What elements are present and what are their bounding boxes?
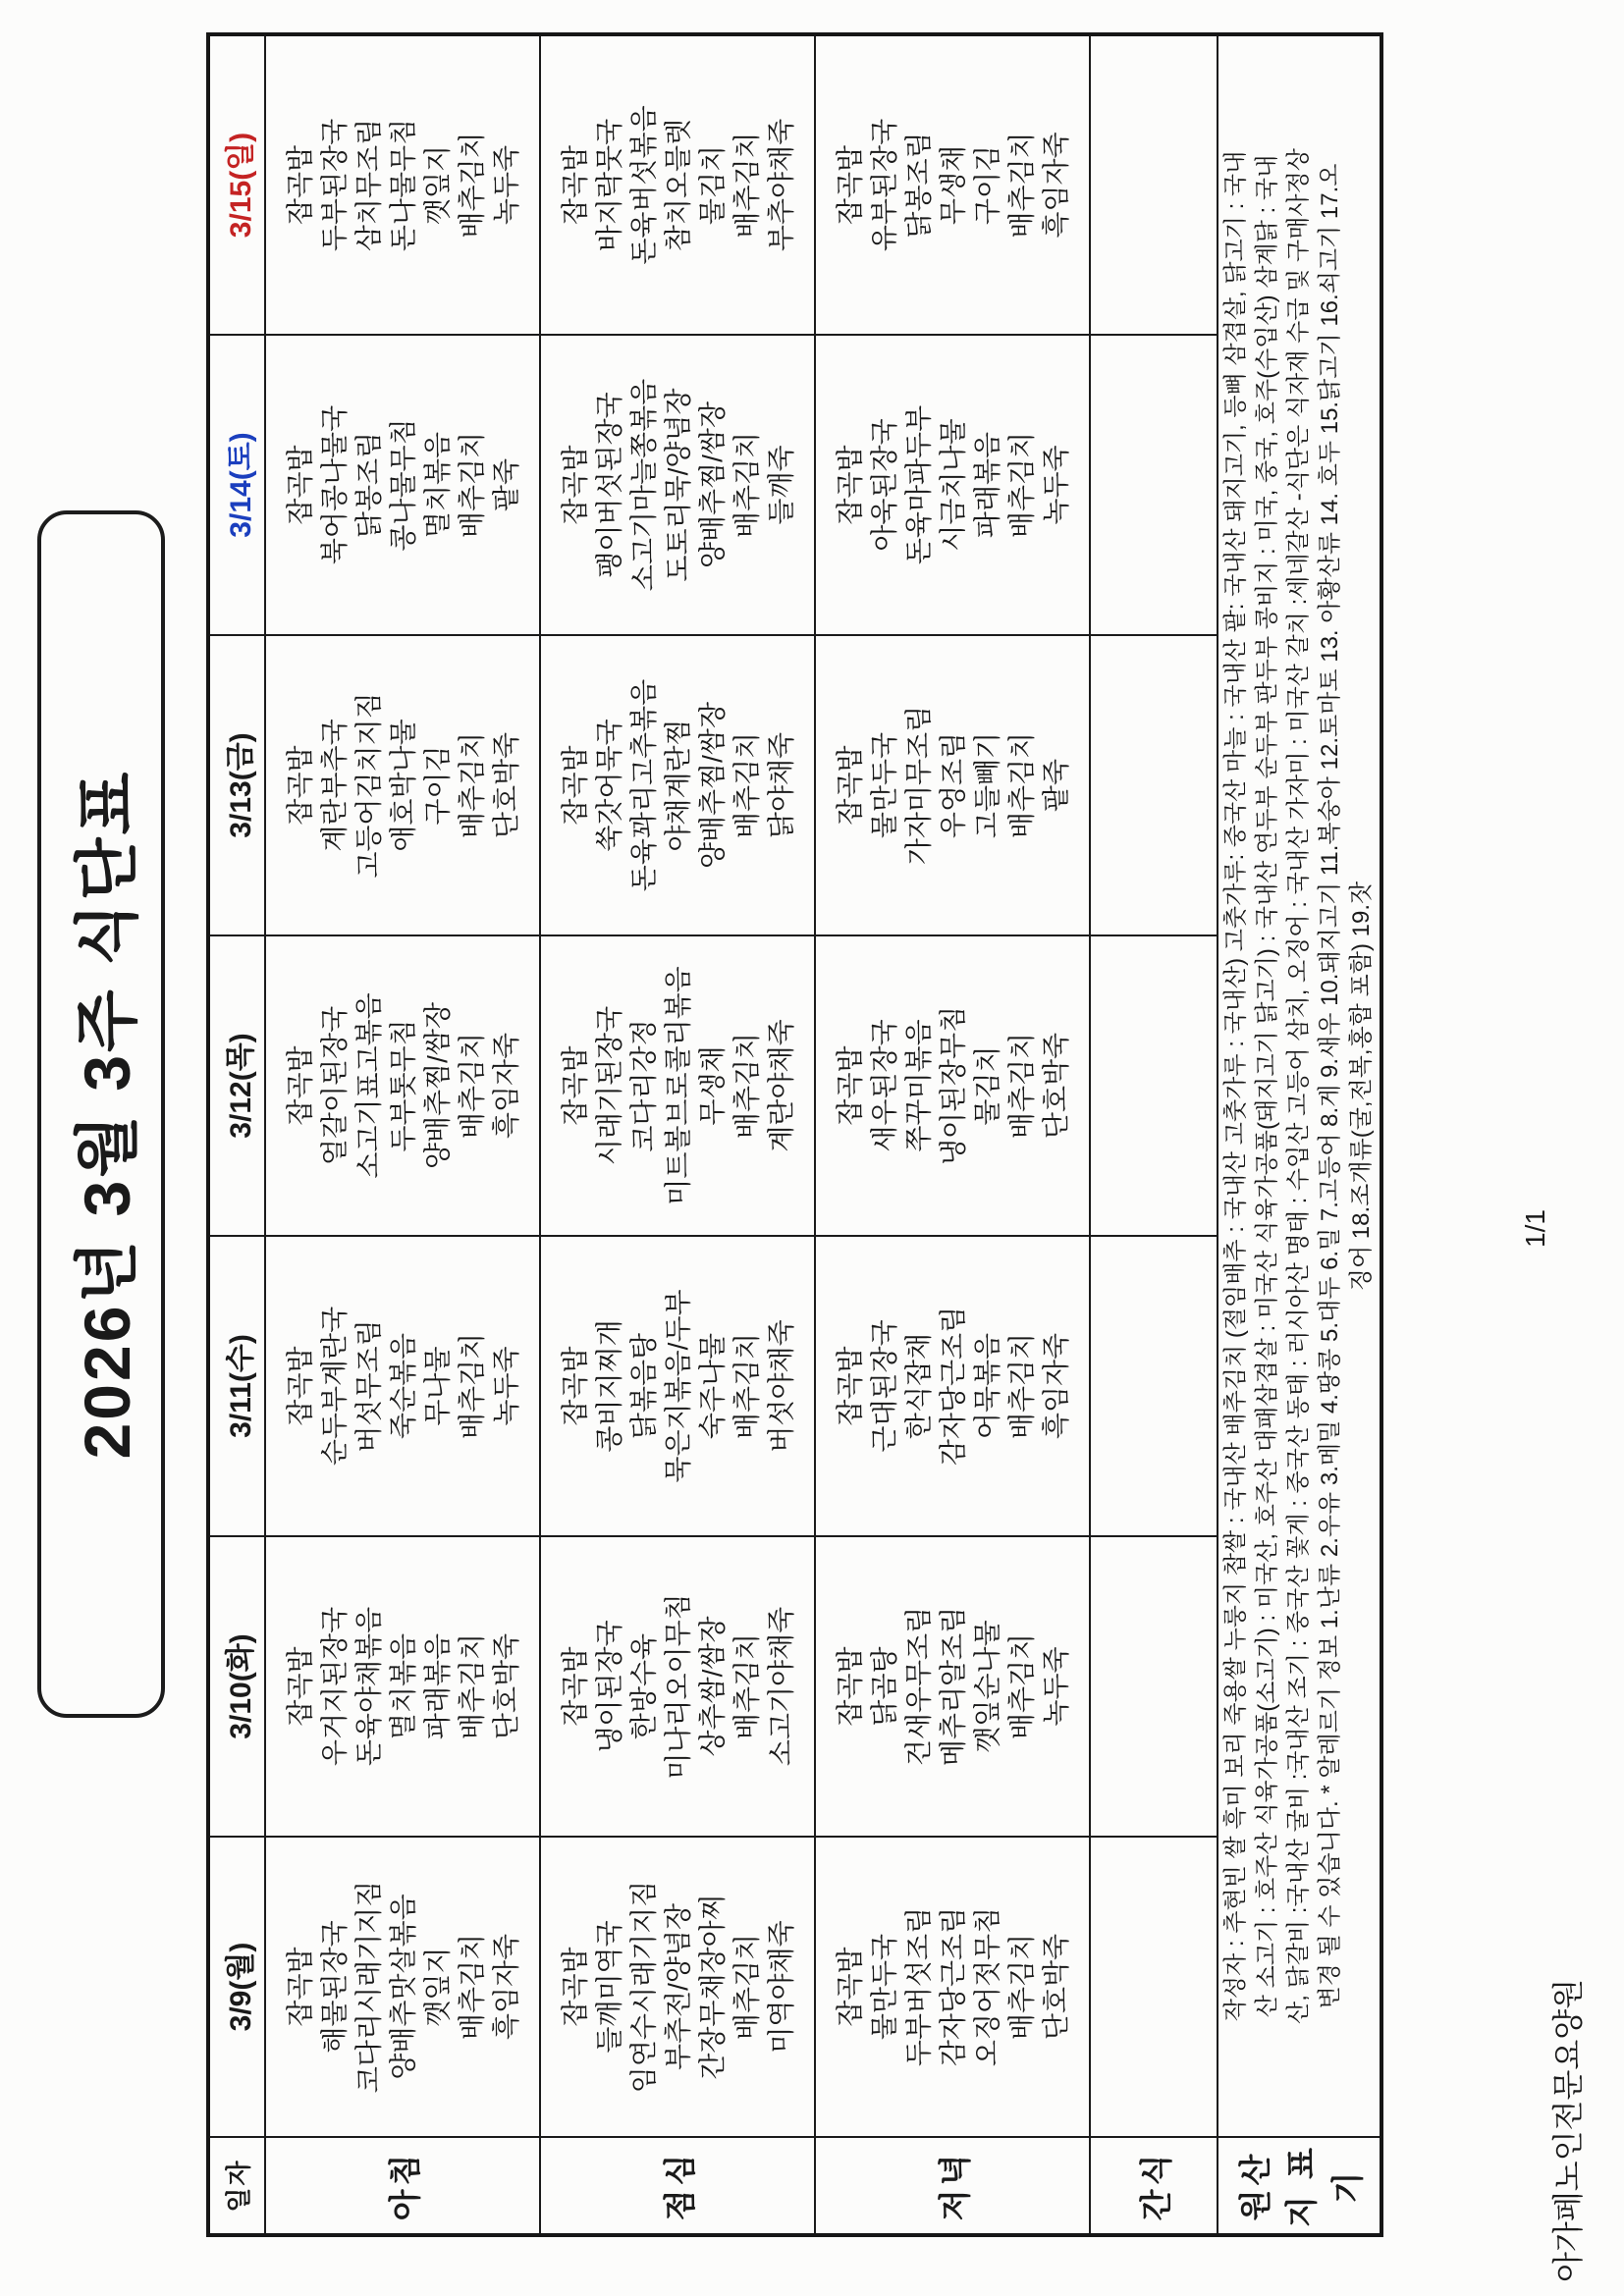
breakfast-cell: 잡곡밥 두부된장국 삼치무조림 돈나물무침 깻잎지 배추김치 녹두죽 [265, 34, 540, 335]
page-number: 1/1 [1520, 1209, 1550, 1248]
breakfast-cell: 잡곡밥 계란부추국 고등어김치지짐 애호박나물 구이김 배추김치 단호박죽 [265, 635, 540, 935]
dinner-cell: 잡곡밥 아욱된장국 돈육마파두부 시금치나물 파래볶음 배추김치 녹두죽 [815, 335, 1090, 635]
row-label-dinner: 저녁 [815, 2137, 1090, 2235]
snack-cell [1090, 635, 1218, 935]
date-cell-saturday: 3/14(토) [208, 335, 265, 635]
lunch-cell: 잡곡밥 시래기된장국 코다리강정 미트볼브로콜리볶음 무생채 배추김치 계란야채죽 [540, 935, 815, 1236]
date-cell: 3/13(금) [208, 635, 265, 935]
lunch-cell: 잡곡밥 콩비지찌개 닭볶음탕 묵은지볶음/두부 숙주나물 배추김치 버섯야채죽 [540, 1236, 815, 1536]
date-cell: 3/9(월) [208, 1837, 265, 2137]
breakfast-cell: 잡곡밥 순두부계란국 버섯무조림 죽순볶음 무나물 배추김치 녹두죽 [265, 1236, 540, 1536]
meal-plan-table [206, 32, 1383, 2237]
row-label-origin: 원산지 표기 [1218, 2137, 1381, 2235]
snack-cell [1090, 34, 1218, 335]
breakfast-cell: 잡곡밥 해물된장국 코다리시래기지짐 양배추맛살볶음 깻잎지 배추김치 흑임자죽 [265, 1837, 540, 2137]
lunch-cell: 잡곡밥 냉이된장국 한방수육 미나리오이무침 상추쌈/쌈장 배추김치 소고기야채죽 [540, 1536, 815, 1837]
lunch-row [540, 34, 815, 2235]
date-cell-sunday: 3/15(일) [208, 34, 265, 335]
date-cell: 3/11(수) [208, 1236, 265, 1536]
origin-text-cell: 작성자 : 추현빈 쌀 흑미 보리 죽용쌀 누룽지 찹쌀 : 국내산 배추김치 (절임배추 : 국내산 고춧가루 : 국내산) 고춧가루: 중국산 마늘 : 국내산 팥: 국내산 돼지고기, 등뼈 삼겹살, 닭고기 : 국내 산 소고기 : 호주산 식육가공품(소고기) : 미국산, 호주산 대패삼겹살 : 미국산 식육가공품(돼지고기 닭고기) : 국내산 연두부 순두부 판두부 콩비지 : 미국, 중국, 호주(수입산) 삼계닭 : 국내 산, 닭갈비 :국내산 굴비 :국내산 조기 : 중국산 꽃게 : 중국산 동태 : 러시아산 명태 : 수입산 고등어 삼치, 오징어 : 국내산 가자미 : 미국산 갈치 :세네갈산 -식단은 식자재 수급 및 구매사정상 변경 될 수 있습니다. * 알레르기 정보 1.난류 2.우유 3.메밀 4.땅콩 5.대두 6.밀 7.고등어 8.게 9.새우 10.돼지고기 11.복숭아 12.토마토 13. 아황산류 14. 호두 15.닭고기 16.쇠고기 17.오 징어 18.조개류(굴,전복,홍합 포함) 19.잣 [1218, 34, 1381, 2137]
row-label-lunch: 점심 [540, 2137, 815, 2235]
dinner-cell: 잡곡밥 물만두국 가자미무조림 우엉조림 고들빼기 배추김치 팥죽 [815, 635, 1090, 935]
snack-cell [1090, 1837, 1218, 2137]
dinner-cell: 잡곡밥 닭곰탕 건새우무조림 메추리알조림 깻잎순나물 배추김치 녹두죽 [815, 1536, 1090, 1837]
page-title: 2026년 3월 3주 식단표 [70, 769, 143, 1460]
row-label-date: 일자 [208, 2137, 265, 2235]
dinner-row [815, 34, 1090, 2235]
date-cell: 3/12(목) [208, 935, 265, 1236]
snack-cell [1090, 1236, 1218, 1536]
snack-cell [1090, 335, 1218, 635]
date-header-row [208, 34, 265, 2235]
dinner-cell: 잡곡밥 새우된장국 쭈꾸미볶음 냉이된장무침 물김치 배추김치 단호박죽 [815, 935, 1090, 1236]
dinner-cell: 잡곡밥 근대된장국 한식잡채 감자당근조림 어묵볶음 배추김치 흑임자죽 [815, 1236, 1090, 1536]
lunch-cell: 잡곡밥 들깨미역국 임연수시래기지짐 부추전/양념장 간장무채장아찌 배추김치 미역야채죽 [540, 1837, 815, 2137]
breakfast-cell: 잡곡밥 우거지된장국 돈육야채볶음 멸치볶음 파래볶음 배추김치 단호박죽 [265, 1536, 540, 1837]
lunch-cell: 잡곡밥 바지락뭇국 돈육버섯볶음 참치오믈렛 물김치 배추김치 부추야채죽 [540, 34, 815, 335]
snack-cell [1090, 935, 1218, 1236]
breakfast-cell: 잡곡밥 북어콩나물국 닭봉조림 콩나물무침 멸치볶음 배추김치 팥죽 [265, 335, 540, 635]
title-box [37, 510, 165, 1718]
origin-row [1218, 34, 1381, 2235]
lunch-cell: 잡곡밥 쑥갓어묵국 돈육꽈리고추볶음 야채계란찜 양배추찜/쌈장 배추김치 닭야채죽 [540, 635, 815, 935]
breakfast-row [265, 34, 540, 2235]
lunch-cell: 잡곡밥 팽이버섯된장국 소고기마늘쫑볶음 도토리묵/양념장 양배추찜/쌈장 배추김치 들깨죽 [540, 335, 815, 635]
dinner-cell: 잡곡밥 유부된장국 닭봉조림 무생채 구이김 배추김치 흑임자죽 [815, 34, 1090, 335]
row-label-snack: 간식 [1090, 2137, 1218, 2235]
dinner-cell: 잡곡밥 물만두국 두부버섯조림 감자당근조림 오징어젓무침 배추김치 단호박죽 [815, 1837, 1090, 2137]
date-cell: 3/10(화) [208, 1536, 265, 1837]
snack-row [1090, 34, 1218, 2235]
facility-name: 아가페노인전문요양원 [1550, 1978, 1586, 2282]
row-label-breakfast: 아침 [265, 2137, 540, 2235]
snack-cell [1090, 1536, 1218, 1837]
breakfast-cell: 잡곡밥 얼갈이된장국 소고기표고볶음 두부톳무침 양배추찜/쌈장 배추김치 흑임자죽 [265, 935, 540, 1236]
